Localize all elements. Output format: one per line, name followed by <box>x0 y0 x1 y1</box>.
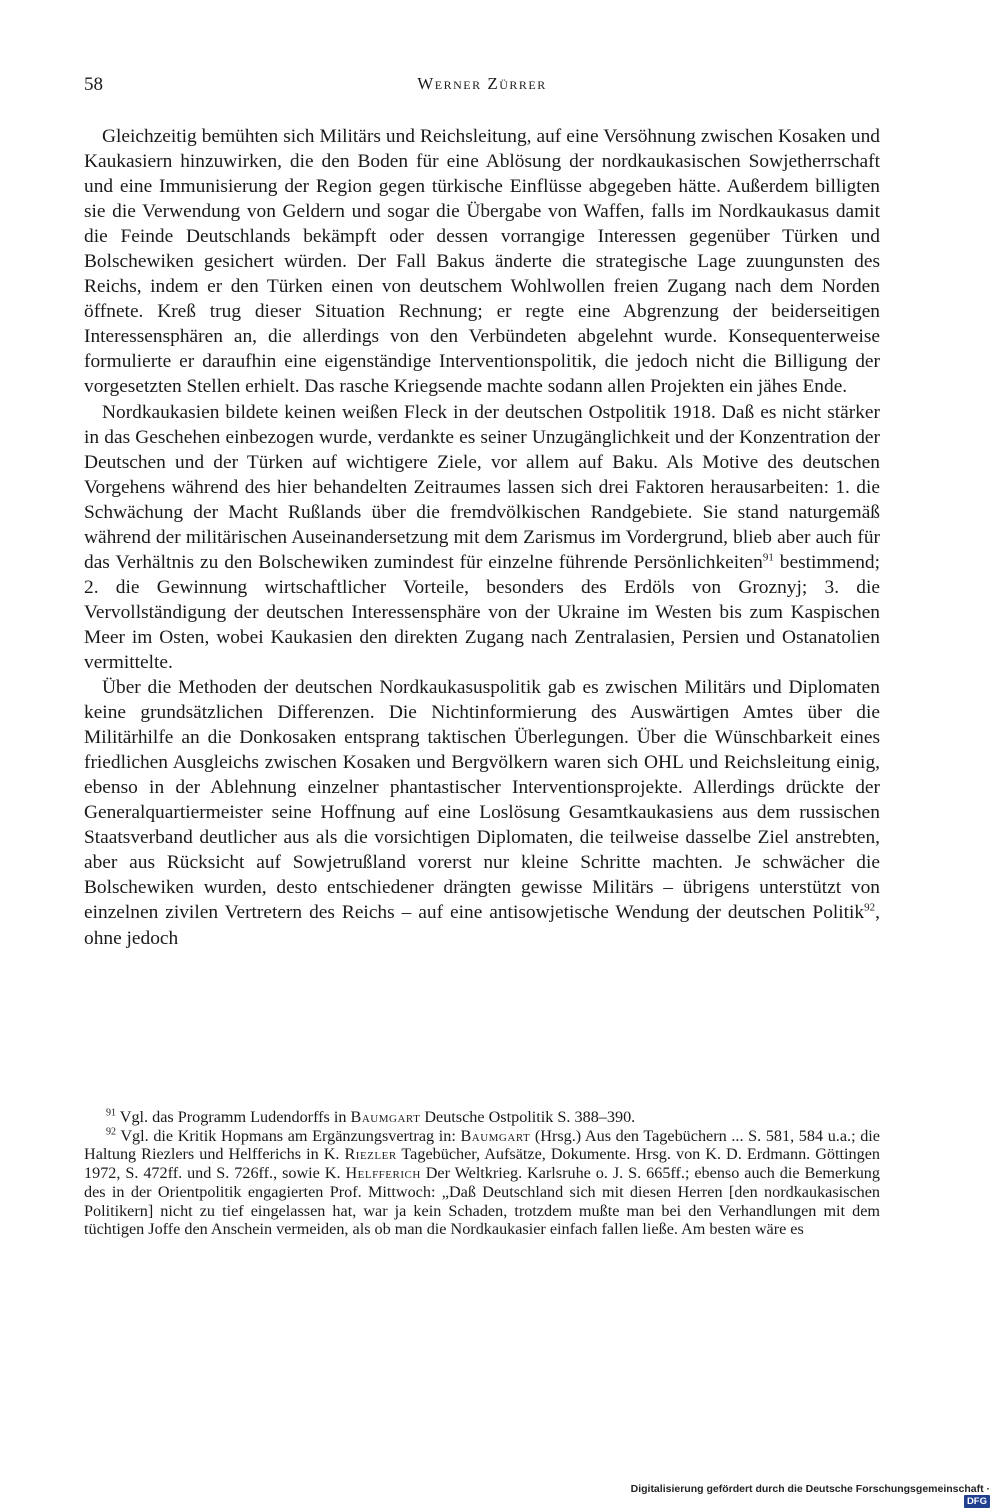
author-name: Baumgart <box>350 1108 421 1126</box>
credit-text: Digitalisierung gefördert durch die Deutsche Forschungsgemeinschaft · <box>630 1483 990 1495</box>
paragraph-3-text-a: Über die Methoden der deutschen Nordkaukasuspolitik gab es zwischen Militärs und Diplomaten keine grundsätzlichen Differenzen. Die Nichtinformierung des Auswärtigen Amtes über die Militärhilfe an die Donkosaken entsprang taktischen Überlegungen. Über die Wünschbarkeit eines friedlichen Ausgleichs zwischen Kosaken und Bergvölkern waren sich OHL und Reichsleitung einig, ebenso in der Ablehnung einzelner phantastischer Interventionsprojekte. Allerdings drückte der Generalquartiermeister seine Hoffnung auf eine Loslösung Gesamtkaukasiens aus dem russischen Staatsverband deutlicher aus als die vorsichtigen Diplomaten, die teilweise dasselbe Ziel anstrebten, aber aus Rücksicht auf Sowjetrußland vorerst nur kleine Schritte machten. Je schwächer die Bolschewiken wurden, desto entschiedener drängten gewisse Militärs – übrigens unterstützt von einzelnen zivilen Vertretern des Reichs – auf eine antisowjetische Wendung der deutschen Politik <box>84 677 880 924</box>
footnote-ref-91: 91 <box>762 551 774 564</box>
footnote-mark: 92 <box>106 1126 116 1138</box>
dfg-logo: DFG <box>964 1495 990 1508</box>
footnote-text: Vgl. das Programm Ludendorffs in <box>116 1108 351 1126</box>
author-name: Baumgart <box>460 1126 531 1145</box>
paragraph-2 <box>84 400 880 676</box>
footnote-ref-92: 92 <box>864 901 876 914</box>
footnote-text: Deutsche Ostpolitik S. 388–390. <box>420 1108 636 1126</box>
page-number: 58 <box>84 74 103 95</box>
footnote-text: Der Weltkrieg. Karlsruhe o. J. S. 665ff.; ebenso auch die Bemerkung des in der Orientpolitik engagierten Prof. Mittwoch: „Daß Deutschland sich mit diesen Herren [den nordkaukasischen Politikern] nicht zu tief eingelassen hat, war ja kein Schaden, trotzdem mußte man bei den Verhandlungen mit dem tüchtigen Joffe den Anschein vermeiden, als ob man die Nordkaukasier einfach fallen ließe. Am besten wäre es <box>84 1164 880 1239</box>
footnote-mark: 91 <box>106 1107 116 1119</box>
footnote-91 <box>84 1108 880 1127</box>
running-head: Werner Zürrer <box>417 74 547 93</box>
paragraph-1: Gleichzeitig bemühten sich Militärs und Reichsleitung, auf eine Versöhnung zwischen Kosaken und Kaukasiern hinzuwirken, die den Boden für eine Ablösung der nordkaukasischen Sowjetherrschaft und eine Immunisierung der Region gegen türkische Einflüsse abgegeben hätte. Außerdem billigten sie die Verwendung von Geldern und sogar die Übergabe von Waffen, falls im Nordkaukasus damit die Feinde Deutschlands bekämpft oder dessen vorrangige Interessen gegenüber Türken und Bolschewiken gesichert würden. Der Fall Bakus änderte die strategische Lage zuungunsten des Reichs, indem er den Türken einen von deutschem Wohlwollen freien Zugang nach dem Norden öffnete. Kreß trug dieser Situation Rechnung; er regte eine Abgrenzung der beiderseitigen Interessensphären an, die allerdings von den Verbündeten abgelehnt wurde. Konsequenterweise formulierte er daraufhin eine eigenständige Interventionspolitik, die jedoch nicht die Billigung der vorgesetzten Stellen erhielt. Das rasche Kriegsende machte sodann allen Projekten ein jähes Ende. <box>84 126 880 398</box>
digitization-credit <box>610 1483 990 1507</box>
body-text <box>84 124 880 951</box>
page-header <box>84 74 880 104</box>
author-name: Helfferich <box>345 1164 421 1183</box>
paragraph-3-text-b: , ohne jedoch <box>84 902 880 949</box>
paragraph-2-text-a: Nordkaukasien bildete keinen weißen Fleck in der deutschen Ostpolitik 1918. Daß es nicht stärker in das Geschehen einbezogen wurde, verdankte es seiner Unzugänglichkeit und der Konzentration der Deutschen und der Türken auf wichtigere Ziele, vor allem auf Baku. Als Motive des deutschen Vorgehens während des hier behandelten Zeitraumes lassen sich drei Faktoren herausarbeiten: 1. die Schwächung der Macht Rußlands über die fremdvölkischen Randgebiete. Sie stand naturgemäß während der militärischen Auseinandersetzung mit dem Zarismus im Vordergrund, blieb aber auch für das Verhältnis zu den Bolschewiken zumindest für einzelne führende Persönlichkeiten <box>84 401 880 573</box>
footnote-text: Tagebücher, Aufsätze, Dokumente. Hrsg. von K. D. Erdmann. Göttingen 1972, S. 472ff. und S. 726ff., sowie K. <box>84 1145 880 1183</box>
footnote-92 <box>84 1127 880 1239</box>
footnotes <box>84 1108 880 1239</box>
paragraph-3 <box>84 675 880 951</box>
paragraph-2-text-b: bestimmend; 2. die Gewinnung wirtschaftlicher Vorteile, besonders des Erdöls von Groznyj; 3. die Vervollständigung der deutschen Interessensphäre von der Ukraine im Westen bis zum Kaspischen Meer im Osten, wobei Kaukasien den direkten Zugang nach Zentralasien, Persien und Ostanatolien vermittelte. <box>84 551 880 673</box>
author-name: Riezler <box>344 1145 397 1164</box>
footnote-text: Vgl. die Kritik Hopmans am Ergänzungsvertrag in: <box>116 1126 461 1145</box>
footnote-text: (Hrsg.) Aus den Tagebüchern ... S. 581, 584 u.a.; die Haltung Riezlers und Helfferichs in K. <box>84 1126 880 1164</box>
